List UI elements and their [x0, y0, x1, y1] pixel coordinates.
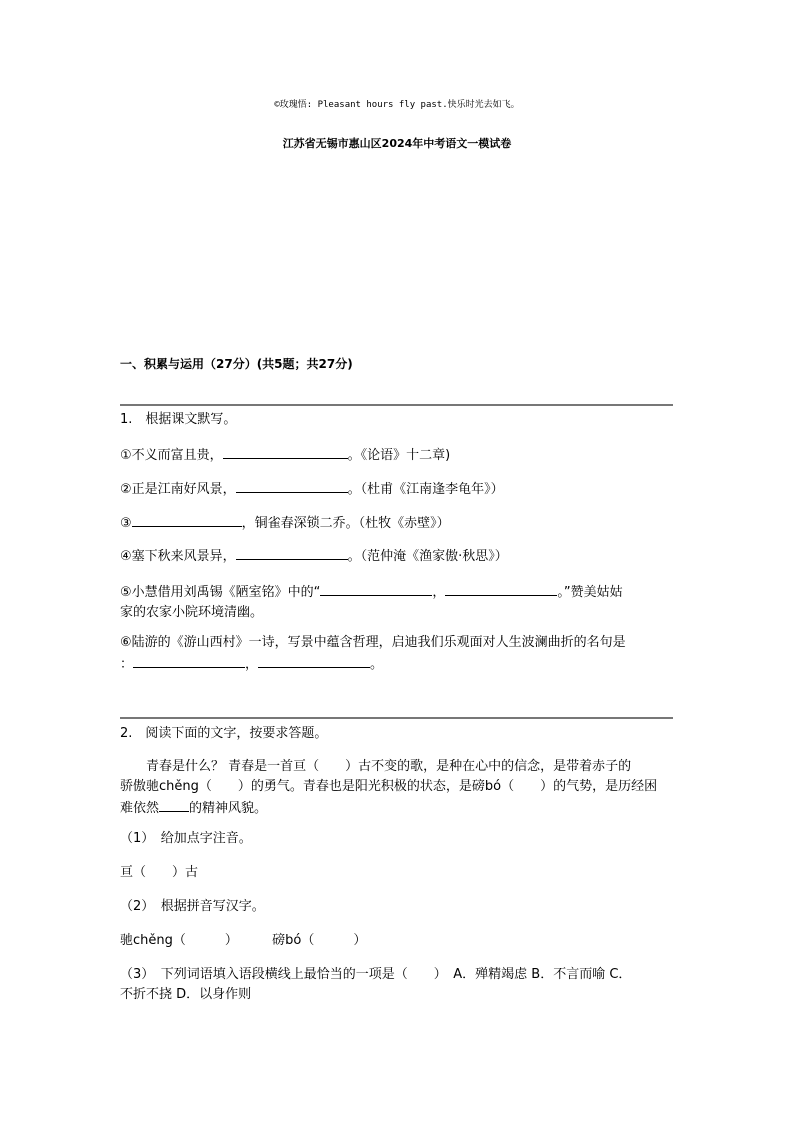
motto-header: ©玫瑰悟: Pleasant hours fly past.快乐时光去如飞。 [274, 100, 520, 110]
answer-blank[interactable] [236, 545, 348, 560]
recitation-item-6 [120, 633, 675, 675]
sub-question-2-answer [120, 931, 675, 951]
item-text: ，铜雀春深锁二乔。（杜牧《赤壁》） [241, 516, 450, 531]
answer-text: 磅bó（ ） [272, 933, 367, 948]
answer-blank[interactable] [223, 444, 348, 459]
recitation-item-3 [120, 512, 675, 534]
passage-line [120, 797, 675, 819]
passage-line: 青春是什么？ 青春是一首亘（ ）古不变的歌，是种在心中的信念，是带着赤子的 [146, 759, 632, 774]
answer-blank[interactable] [258, 653, 370, 668]
sub-question-1: （1） 给加点字注音。 [120, 831, 252, 846]
item-text: ⑤小慧借用刘禹锡《陋室铭》中的“ [120, 585, 321, 600]
divider [120, 404, 673, 406]
item-text: 。（杜甫《江南逢李龟年》） [347, 482, 504, 497]
answer-blank[interactable] [133, 653, 245, 668]
item-text: ⑥陆游的《游山西村》一诗，写景中蕴含哲理，启迪我们乐观面对人生波澜曲折的名句是 [120, 635, 626, 650]
passage-line: 骄傲驰chěng（ ）的勇气。青春也是阳光积极的状态，是磅bó（ ）的气势，是历经困 [120, 779, 658, 794]
reading-passage [120, 757, 675, 819]
item-text: 。（范仲淹《渔家傲·秋思》） [347, 549, 508, 564]
answer-blank[interactable] [236, 478, 348, 493]
item-text: ③ [120, 516, 132, 531]
sub-question-2: （2） 根据拼音写汉字。 [120, 899, 265, 914]
question-1-stem: 1. 根据课文默写。 [120, 412, 237, 427]
answer-blank[interactable] [320, 581, 432, 596]
question-line: （3） 下列词语填入语段横线上最恰当的一项是（ ） A．殚精竭虑 B．不言而喻 C． [120, 967, 632, 982]
recitation-item-1 [120, 444, 675, 466]
item-text: ， [245, 657, 259, 672]
answer-blank[interactable] [159, 797, 189, 812]
item-text: 。”赞美姑姑 [557, 585, 623, 600]
section-heading: 一、积累与运用（27分）(共5题；共27分) [120, 357, 353, 371]
sub-question-1-answer: 亘（ ）古 [120, 865, 199, 880]
answer-blank[interactable] [445, 581, 557, 596]
answer-text: 驰chěng（ ） [120, 933, 238, 948]
question-line: 不折不挠 D．以身作则 [120, 987, 252, 1002]
question-2-stem: 2. 阅读下面的文字，按要求答题。 [120, 726, 328, 741]
item-text: 家的农家小院环境清幽。 [120, 605, 264, 620]
page-title: 江苏省无锡市惠山区2024年中考语文一模试卷 [282, 137, 512, 150]
item-text: ②正是江南好风景， [120, 482, 236, 497]
item-text: ， [432, 585, 446, 600]
sub-question-3 [120, 965, 675, 1005]
recitation-item-5 [120, 581, 675, 623]
item-text: 。 [370, 657, 384, 672]
divider [120, 717, 673, 719]
item-text: ④塞下秋来风景异， [120, 549, 236, 564]
item-text: ： [120, 657, 134, 672]
passage-text: 的精神风貌。 [189, 801, 268, 816]
item-text: ①不义而富且贵， [120, 448, 223, 463]
recitation-item-2 [120, 478, 675, 500]
answer-blank[interactable] [132, 512, 242, 527]
passage-text: 难依然 [120, 801, 160, 816]
item-text: 。《论语》十二章) [347, 448, 451, 463]
recitation-item-4 [120, 545, 675, 567]
